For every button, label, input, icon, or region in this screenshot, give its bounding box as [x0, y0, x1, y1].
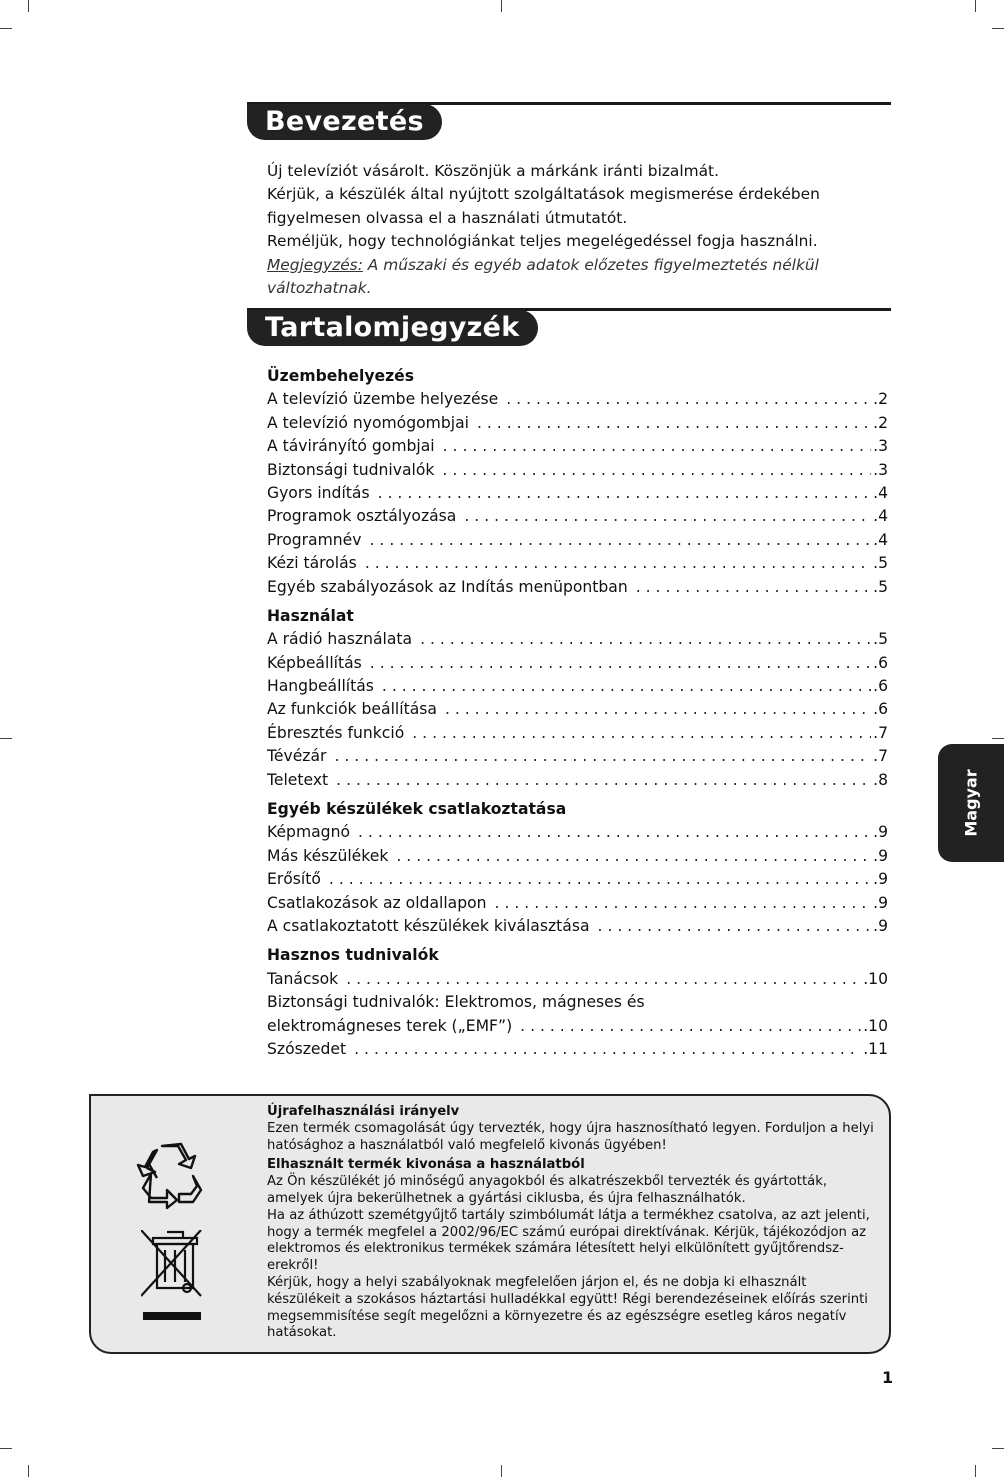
toc-leader-dots	[464, 505, 871, 528]
toc-page-number: .9	[873, 870, 888, 889]
toc-page-number: .5	[873, 554, 888, 573]
toc-entry-label: A televízió nyomógombjai	[267, 413, 469, 432]
toc-entry[interactable]	[267, 459, 888, 482]
toc-leader-dots	[636, 576, 871, 599]
toc-leader-dots	[412, 722, 871, 745]
disposal-body: Kérjük, hogy a helyi szabályoknak megfelelően járjon el, és ne dobja ki elhasznált készülékeit a szokásos háztartási hulladékkal együtt! Régi berendezéseinek előírás szerinti megsemmisítése segít megelőzni a környezetre és az egészségre esetleg káros negatív hatásokat.	[267, 1274, 868, 1341]
toc-entry-label: Ébresztés funkció	[267, 723, 405, 742]
toc-leader-dots	[358, 821, 871, 844]
toc-page-number: .6	[873, 700, 888, 719]
intro-line: Reméljük, hogy technológiánkat teljes megelégedéssel fogja használni.	[267, 232, 818, 251]
toc-entry-label: Teletext	[267, 770, 329, 789]
toc-leader-dots	[329, 868, 871, 891]
toc-entry[interactable]	[267, 412, 888, 435]
crop-mark	[501, 1465, 502, 1477]
toc-leader-dots	[354, 1038, 861, 1061]
toc-leader-dots	[396, 845, 871, 868]
toc-page-number: .3	[873, 437, 888, 456]
toc-entry-label: Gyors indítás	[267, 483, 370, 502]
crop-mark	[975, 0, 976, 12]
toc-entry-label: Programok osztályozása	[267, 507, 457, 526]
toc-entry-label: Az funkciók beállítása	[267, 700, 437, 719]
toc-page-number: .3	[873, 460, 888, 479]
crop-mark	[992, 1448, 1004, 1449]
toc-entry-label: Hangbeállítás	[267, 677, 374, 696]
toc-leader-dots	[382, 675, 871, 698]
toc-entry-label: Biztonsági tudnivalók: Elektromos, mágneses és	[267, 993, 645, 1012]
toc-entry-label: Kézi tárolás	[267, 554, 357, 573]
toc-page-number: .9	[873, 823, 888, 842]
toc-entry[interactable]	[267, 529, 888, 552]
toc-heading: Tartalomjegyzék	[247, 310, 538, 346]
note-text: A műszaki és egyéb adatok előzetes figyelmeztetés nélkül változhatnak.	[267, 255, 819, 298]
recycling-body: Ezen termék csomagolását úgy tervezték, hogy újra hasznosítható legyen. Forduljon a helyi hatósághoz a használatból való megfelelő kivonás ügyében!	[267, 1120, 874, 1153]
crop-mark	[501, 0, 502, 12]
note-label: Megjegyzés:	[267, 255, 363, 274]
toc-leader-dots	[334, 745, 871, 768]
toc-entry-label: A rádió használata	[267, 630, 413, 649]
intro-text	[267, 160, 897, 300]
toc-entry[interactable]	[267, 968, 888, 991]
toc-page-number: .11	[863, 1039, 888, 1058]
toc-entry[interactable]	[267, 868, 888, 891]
intro-line: figyelmesen olvassa el a használati útmutatót.	[267, 208, 628, 227]
toc-entry[interactable]	[267, 388, 888, 411]
toc-leader-dots	[506, 388, 871, 411]
language-tab	[938, 744, 1004, 862]
toc-page-number: .5	[873, 577, 888, 596]
toc-page-number: .2	[873, 413, 888, 432]
toc-page-number: .8	[873, 770, 888, 789]
language-tab-label: Magyar	[961, 769, 981, 837]
crossed-bin-icon	[141, 1230, 211, 1326]
toc-entry[interactable]	[267, 482, 888, 505]
recycle-icon	[135, 1138, 205, 1210]
disposal-body: Az Ön készülékét jó minőségű anyagokból és alkatrészekből tervezték és gyártották, amelyek újra bekerülhetnek a gyártási ciklusba, és újra felhasználhatók.	[267, 1174, 828, 1206]
toc-entry[interactable]	[267, 991, 888, 1014]
toc-group-title: Használat	[267, 606, 354, 625]
toc-page-number: .9	[873, 893, 888, 912]
toc-entry[interactable]	[267, 1038, 888, 1061]
crop-mark	[0, 1448, 12, 1449]
table-of-contents	[267, 365, 888, 1061]
intro-note	[267, 254, 897, 301]
toc-page-number: .10	[863, 1016, 888, 1035]
toc-page-number: .4	[873, 483, 888, 502]
toc-entry[interactable]	[267, 505, 888, 528]
toc-leader-dots	[370, 652, 871, 675]
toc-group-title: Egyéb készülékek csatlakoztatása	[267, 800, 567, 819]
toc-entry-label: A távirányító gombjai	[267, 437, 435, 456]
toc-header	[247, 308, 891, 352]
toc-leader-dots	[336, 769, 871, 792]
intro-heading: Bevezetés	[247, 104, 442, 140]
toc-entry[interactable]	[267, 552, 888, 575]
crop-mark	[0, 28, 12, 29]
toc-entry-label: A csatlakoztatott készülékek kiválasztása	[267, 916, 590, 935]
toc-entry-label: A televízió üzembe helyezése	[267, 390, 499, 409]
toc-entry[interactable]	[267, 745, 888, 768]
recycling-title: Újrafelhasználási irányelv	[267, 1104, 460, 1119]
toc-entry-label: elektromágneses terek („EMF”)	[267, 1016, 513, 1035]
toc-entry[interactable]	[267, 652, 888, 675]
toc-leader-dots	[520, 1015, 861, 1038]
toc-leader-dots	[346, 968, 861, 991]
toc-entry-label: Egyéb szabályozások az Indítás menüpontban	[267, 577, 628, 596]
toc-entry[interactable]	[267, 628, 888, 651]
toc-entry-label: Erősítő	[267, 870, 321, 889]
toc-page-number: .4	[873, 507, 888, 526]
toc-group-title: Hasznos tudnivalók	[267, 946, 439, 965]
toc-page-number: .6	[873, 653, 888, 672]
disposal-title: Elhasznált termék kivonása a használatból	[267, 1157, 585, 1173]
toc-page-number: .5	[873, 630, 888, 649]
toc-entry-label: Tanácsok	[267, 969, 339, 988]
page-number: 1	[882, 1368, 894, 1387]
toc-entry[interactable]	[267, 1015, 888, 1038]
intro-line: Új televíziót vásárolt. Köszönjük a márkánk iránti bizalmát.	[267, 162, 719, 180]
toc-entry[interactable]	[267, 698, 888, 721]
toc-entry[interactable]	[267, 845, 888, 868]
toc-entry-label: Biztonsági tudnivalók	[267, 460, 435, 479]
toc-entry[interactable]	[267, 821, 888, 844]
toc-leader-dots	[370, 529, 872, 552]
toc-entry[interactable]	[267, 722, 888, 745]
toc-entry[interactable]	[267, 435, 888, 458]
toc-page-number: .7	[873, 747, 888, 766]
toc-entry-label: Képbeállítás	[267, 653, 362, 672]
crop-mark	[992, 738, 1004, 739]
toc-entry[interactable]	[267, 915, 888, 938]
toc-entry[interactable]	[267, 769, 888, 792]
toc-entry-label: Tévézár	[267, 747, 327, 766]
recycling-text	[267, 1104, 879, 1342]
recycling-info-box	[89, 1094, 891, 1354]
toc-leader-dots	[445, 698, 871, 721]
crop-mark	[975, 1465, 976, 1477]
crop-mark	[0, 738, 12, 739]
intro-line: Kérjük, a készülék által nyújtott szolgáltatások megismerése érdekében	[267, 185, 820, 204]
toc-entry[interactable]	[267, 892, 888, 915]
toc-entry-label: Programnév	[267, 530, 362, 549]
toc-page-number: .6	[873, 677, 888, 696]
toc-leader-dots	[477, 412, 871, 435]
toc-leader-dots	[598, 915, 872, 938]
toc-page-number: .7	[873, 723, 888, 742]
toc-leader-dots	[443, 435, 871, 458]
crop-mark	[28, 1465, 29, 1477]
toc-group-title: Üzembehelyezés	[267, 367, 414, 385]
crop-mark	[28, 0, 29, 12]
toc-page-number: .9	[873, 916, 888, 935]
intro-header	[247, 102, 891, 146]
toc-leader-dots	[365, 552, 871, 575]
toc-entry-label: Más készülékek	[267, 846, 389, 865]
toc-leader-dots	[495, 892, 872, 915]
toc-leader-dots	[378, 482, 872, 505]
toc-leader-dots	[442, 459, 871, 482]
disposal-body: Ha az áthúzott szemétgyűjtő tartály szimbólumát látja a termékhez csatolva, az azt jelenti, hogy a termék megfelel a 2002/96/EC számú európai direktívának. Kérjük, tájékozódjon az elektromos és elektronikus termékek számára létesített helyi elkülönített gyűjtőrendsz-erekről!	[267, 1207, 870, 1274]
toc-leader-dots	[420, 628, 871, 651]
toc-page-number: .9	[873, 846, 888, 865]
toc-entry-label: Csatlakozások az oldallapon	[267, 893, 487, 912]
crop-mark	[992, 28, 1004, 29]
toc-entry-label: Képmagnó	[267, 823, 351, 842]
toc-entry[interactable]	[267, 675, 888, 698]
toc-page-number: .4	[873, 530, 888, 549]
toc-page-number: .2	[873, 390, 888, 409]
toc-entry[interactable]	[267, 576, 888, 599]
toc-page-number: .10	[863, 969, 888, 988]
toc-entry-label: Szószedet	[267, 1039, 347, 1058]
